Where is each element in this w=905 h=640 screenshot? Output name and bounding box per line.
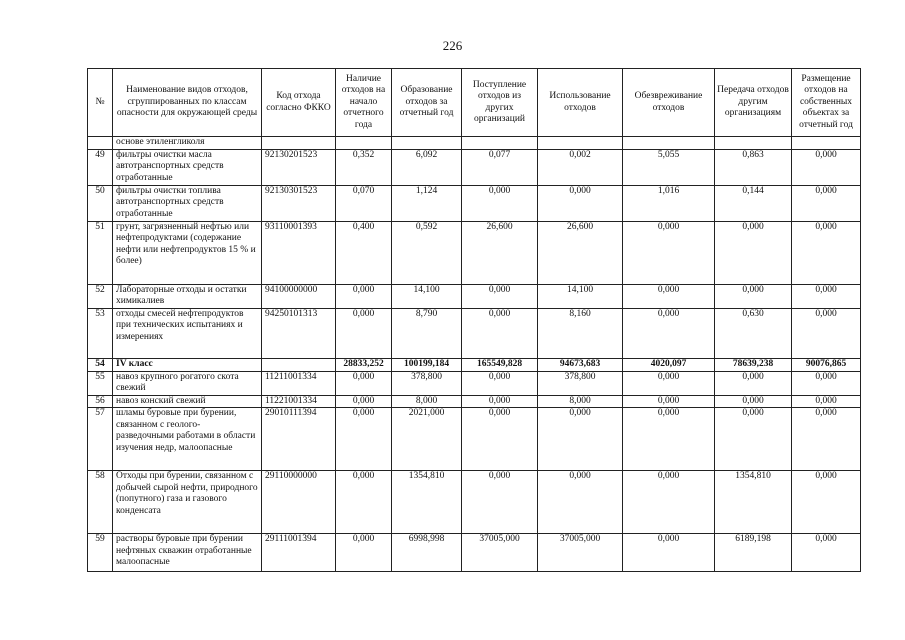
row-number-cell: 57 xyxy=(88,408,113,471)
value-cell: 0,000 xyxy=(538,185,623,221)
value-cell: 0,000 xyxy=(336,308,392,358)
value-cell: 0,000 xyxy=(462,471,538,534)
value-cell: 0,077 xyxy=(462,149,538,185)
value-cell: 0,352 xyxy=(336,149,392,185)
value-cell: 4020,097 xyxy=(623,358,715,371)
value-cell xyxy=(623,137,715,150)
value-cell: 37005,000 xyxy=(462,534,538,572)
value-cell: 0,000 xyxy=(623,534,715,572)
waste-name-cell: навоз крупного рогатого скота свежий xyxy=(113,371,262,395)
value-cell: 0,000 xyxy=(792,534,861,572)
table-row xyxy=(88,395,861,408)
header-transferred: Передача отходов другим организациям xyxy=(715,69,792,137)
waste-name-cell: IV класс xyxy=(113,358,262,371)
value-cell: 94673,683 xyxy=(538,358,623,371)
row-number-cell: 52 xyxy=(88,284,113,308)
table-row xyxy=(88,408,861,471)
value-cell: 0,000 xyxy=(715,408,792,471)
fkko-code-cell xyxy=(262,137,336,150)
value-cell: 0,000 xyxy=(462,284,538,308)
value-cell: 0,000 xyxy=(792,371,861,395)
value-cell: 1,016 xyxy=(623,185,715,221)
value-cell: 165549,828 xyxy=(462,358,538,371)
value-cell: 0,000 xyxy=(792,149,861,185)
table-header-row xyxy=(88,69,861,137)
value-cell: 0,000 xyxy=(715,395,792,408)
row-number-cell: 51 xyxy=(88,221,113,284)
value-cell: 14,100 xyxy=(538,284,623,308)
waste-name-cell: Лабораторные отходы и остатки химикалиев xyxy=(113,284,262,308)
value-cell: 1354,810 xyxy=(715,471,792,534)
fkko-code-cell: 29111001394 xyxy=(262,534,336,572)
value-cell: 6,092 xyxy=(392,149,462,185)
value-cell: 1,124 xyxy=(392,185,462,221)
value-cell: 0,000 xyxy=(462,408,538,471)
value-cell: 0,000 xyxy=(715,284,792,308)
fkko-code-cell xyxy=(262,358,336,371)
table-row xyxy=(88,137,861,150)
row-number-cell: 55 xyxy=(88,371,113,395)
fkko-code-cell: 93110001393 xyxy=(262,221,336,284)
value-cell: 0,863 xyxy=(715,149,792,185)
waste-name-cell: Отходы при бурении, связанном с добычей сырой нефти, природного (попутного) газа и газового конденсата xyxy=(113,471,262,534)
table-row xyxy=(88,221,861,284)
row-number-cell xyxy=(88,137,113,150)
value-cell xyxy=(538,137,623,150)
value-cell: 0,630 xyxy=(715,308,792,358)
fkko-code-cell: 11211001334 xyxy=(262,371,336,395)
value-cell: 1354,810 xyxy=(392,471,462,534)
value-cell: 6998,998 xyxy=(392,534,462,572)
value-cell xyxy=(462,137,538,150)
value-cell xyxy=(715,137,792,150)
value-cell: 0,000 xyxy=(336,284,392,308)
value-cell: 0,000 xyxy=(792,408,861,471)
value-cell: 0,070 xyxy=(336,185,392,221)
row-number-cell: 56 xyxy=(88,395,113,408)
fkko-code-cell: 11221001334 xyxy=(262,395,336,408)
value-cell: 0,000 xyxy=(623,371,715,395)
value-cell: 0,000 xyxy=(715,221,792,284)
waste-name-cell: растворы буровые при бурении нефтяных скважин отработанные малоопасные xyxy=(113,534,262,572)
table-row xyxy=(88,185,861,221)
value-cell: 8,790 xyxy=(392,308,462,358)
waste-name-cell: шламы буровые при бурении, связанном с геолого-разведочными работами в области изучения недр, малоопасные xyxy=(113,408,262,471)
waste-name-cell: отходы смесей нефтепродуктов при технических испытаниях и измерениях xyxy=(113,308,262,358)
value-cell: 0,000 xyxy=(623,471,715,534)
waste-name-cell: навоз конский свежий xyxy=(113,395,262,408)
header-placed: Размещение отходов на собственных объектах за отчетный год xyxy=(792,69,861,137)
value-cell: 0,000 xyxy=(462,185,538,221)
header-generation: Образование отходов за отчетный год xyxy=(392,69,462,137)
table-body xyxy=(88,137,861,572)
fkko-code-cell: 29110000000 xyxy=(262,471,336,534)
value-cell: 378,800 xyxy=(392,371,462,395)
value-cell: 8,160 xyxy=(538,308,623,358)
value-cell: 6189,198 xyxy=(715,534,792,572)
value-cell: 2021,000 xyxy=(392,408,462,471)
waste-name-cell: основе этиленгликоля xyxy=(113,137,262,150)
value-cell: 14,100 xyxy=(392,284,462,308)
value-cell: 0,000 xyxy=(538,408,623,471)
value-cell: 90076,865 xyxy=(792,358,861,371)
fkko-code-cell: 29010111394 xyxy=(262,408,336,471)
value-cell xyxy=(336,137,392,150)
value-cell: 8,000 xyxy=(392,395,462,408)
value-cell: 0,000 xyxy=(623,221,715,284)
value-cell: 28833,252 xyxy=(336,358,392,371)
value-cell: 0,000 xyxy=(792,471,861,534)
table-row xyxy=(88,149,861,185)
value-cell: 8,000 xyxy=(538,395,623,408)
row-number-cell: 49 xyxy=(88,149,113,185)
value-cell: 0,002 xyxy=(538,149,623,185)
value-cell: 0,000 xyxy=(792,308,861,358)
header-start-balance: Наличие отходов на начало отчетного года xyxy=(336,69,392,137)
table-row xyxy=(88,284,861,308)
value-cell: 0,000 xyxy=(715,371,792,395)
value-cell xyxy=(392,137,462,150)
value-cell: 78639,238 xyxy=(715,358,792,371)
table-row xyxy=(88,371,861,395)
value-cell: 0,000 xyxy=(792,395,861,408)
value-cell: 0,400 xyxy=(336,221,392,284)
waste-name-cell: грунт, загрязненный нефтью или нефтепродуктами (содержание нефти или нефтепродуктов 15 % и более) xyxy=(113,221,262,284)
waste-table xyxy=(87,68,861,572)
waste-name-cell: фильтры очистки масла автотранспортных средств отработанные xyxy=(113,149,262,185)
waste-name-cell: фильтры очистки топлива автотранспортных средств отработанные xyxy=(113,185,262,221)
value-cell: 0,000 xyxy=(538,471,623,534)
value-cell: 0,000 xyxy=(462,308,538,358)
value-cell: 0,000 xyxy=(336,408,392,471)
value-cell: 0,000 xyxy=(336,534,392,572)
row-number-cell: 58 xyxy=(88,471,113,534)
value-cell: 0,144 xyxy=(715,185,792,221)
fkko-code-cell: 92130201523 xyxy=(262,149,336,185)
value-cell: 0,592 xyxy=(392,221,462,284)
header-fkko-code: Код отхода согласно ФККО xyxy=(262,69,336,137)
header-received: Поступление отходов из других организаций xyxy=(462,69,538,137)
row-number-cell: 59 xyxy=(88,534,113,572)
row-number-cell: 50 xyxy=(88,185,113,221)
value-cell: 0,000 xyxy=(336,395,392,408)
value-cell: 26,600 xyxy=(538,221,623,284)
value-cell: 100199,184 xyxy=(392,358,462,371)
value-cell: 0,000 xyxy=(336,371,392,395)
header-waste-name: Наименование видов отходов, сгруппированных по классам опасности для окружающей среды xyxy=(113,69,262,137)
fkko-code-cell: 92130301523 xyxy=(262,185,336,221)
value-cell: 26,600 xyxy=(462,221,538,284)
value-cell: 0,000 xyxy=(792,284,861,308)
value-cell: 0,000 xyxy=(623,395,715,408)
value-cell: 0,000 xyxy=(336,471,392,534)
value-cell: 378,800 xyxy=(538,371,623,395)
table-row xyxy=(88,308,861,358)
header-neutralized: Обезвреживание отходов xyxy=(623,69,715,137)
value-cell xyxy=(792,137,861,150)
value-cell: 0,000 xyxy=(792,221,861,284)
table-row xyxy=(88,471,861,534)
header-number: № xyxy=(88,69,113,137)
fkko-code-cell: 94250101313 xyxy=(262,308,336,358)
row-number-cell: 54 xyxy=(88,358,113,371)
table-row-total xyxy=(88,358,861,371)
value-cell: 0,000 xyxy=(462,395,538,408)
value-cell: 0,000 xyxy=(623,408,715,471)
fkko-code-cell: 94100000000 xyxy=(262,284,336,308)
table-row xyxy=(88,534,861,572)
value-cell: 0,000 xyxy=(792,185,861,221)
header-used: Использование отходов xyxy=(538,69,623,137)
value-cell: 0,000 xyxy=(623,284,715,308)
value-cell: 0,000 xyxy=(462,371,538,395)
page-number: 226 xyxy=(442,38,463,53)
value-cell: 0,000 xyxy=(623,308,715,358)
row-number-cell: 53 xyxy=(88,308,113,358)
value-cell: 37005,000 xyxy=(538,534,623,572)
value-cell: 5,055 xyxy=(623,149,715,185)
